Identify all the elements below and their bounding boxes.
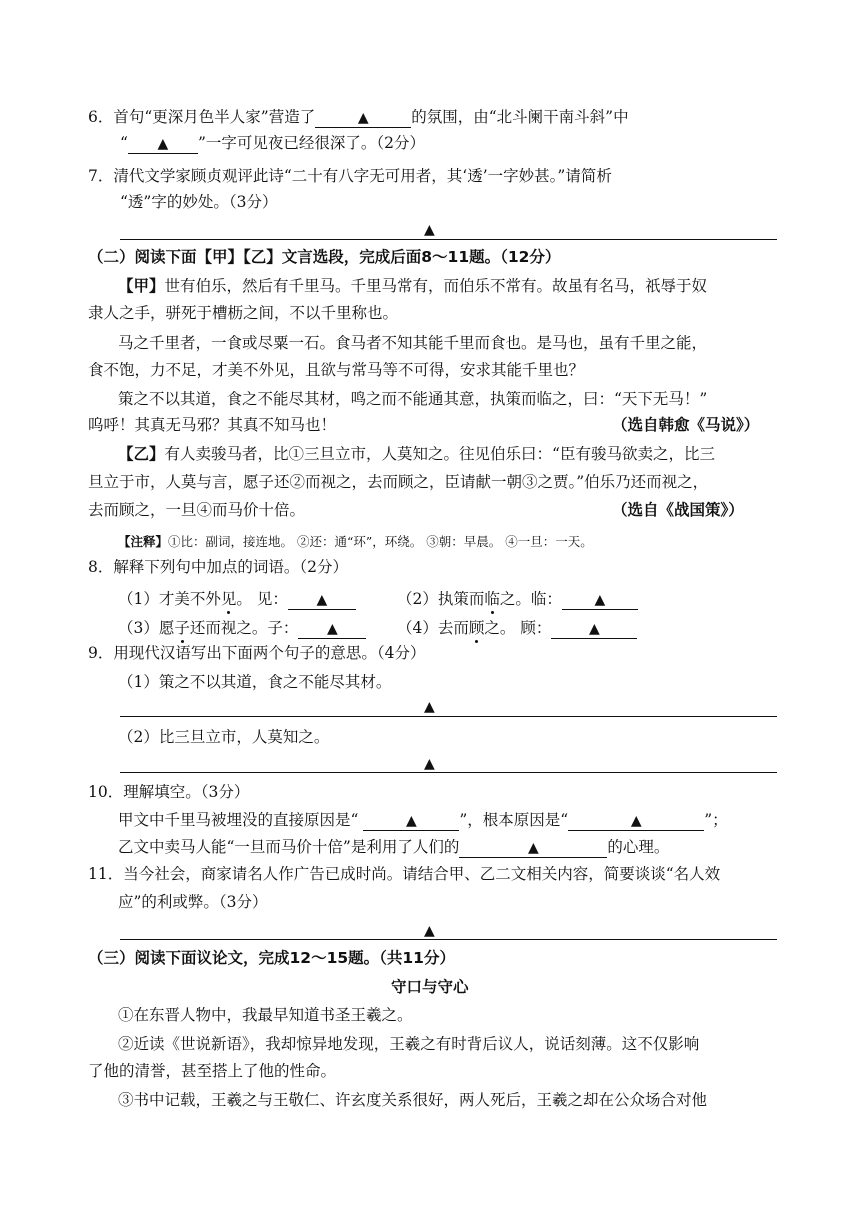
item-text: （3）愿 — [118, 619, 175, 637]
question-6-line2 — [120, 132, 425, 154]
passage-source: （选自韩愈《马说》） — [612, 416, 760, 434]
answer-triangle-icon: ▲ — [424, 756, 435, 772]
passage-text: 世有伯乐，然后有千里马。千里马常有，而伯乐不常有。故虽有名马，祇辱于奴 — [164, 277, 708, 295]
question-text: ”一字可见夜已经很深了。（2分） — [197, 134, 425, 152]
quote-open: “ — [120, 134, 128, 152]
answer-blank[interactable] — [298, 619, 366, 639]
passage-jia-p2b: 食不饱，力不足，才美不外见，且欲与常马等不可得，安求其能千里也？ — [88, 361, 585, 379]
answer-triangle-icon: ▲ — [157, 136, 169, 152]
answer-triangle-icon: ▲ — [527, 840, 539, 856]
passage-jia-p3: 策之不以其道，食之不能尽其材，鸣之而不能通其意，执策而临之，曰：“天下无马！” — [118, 390, 708, 408]
dotted-word: 子 — [174, 619, 190, 637]
answer-line[interactable] — [120, 939, 777, 940]
question-9-sentence-1: （1）策之不以其道，食之不能尽其材。 — [118, 673, 392, 691]
question-8-item-3 — [118, 617, 366, 639]
question-text: 的氛围，由“北斗阑干南斗斜”中 — [411, 108, 629, 126]
article-paragraph-3: ③书中记载，王羲之与王敬仁、许玄度关系很好，两人死后，王羲之却在公众场合对他 — [118, 1091, 708, 1109]
question-6 — [88, 106, 629, 128]
item-text: （1）才美不外 — [118, 590, 221, 608]
answer-blank[interactable] — [315, 108, 411, 128]
answer-line[interactable] — [120, 772, 777, 773]
question-8-item-1 — [118, 588, 356, 610]
question-8-item-2 — [397, 588, 638, 610]
question-11: 11．当今社会，商家请名人作广告已成时尚。请结合甲、乙二文相关内容，简要谈谈“名人效 — [88, 865, 721, 883]
question-7-line2 — [120, 191, 277, 213]
question-10-line-1 — [118, 809, 728, 831]
passage-yi-p1 — [118, 443, 715, 465]
answer-triangle-icon: ▲ — [405, 813, 417, 829]
question-number: 7． — [88, 167, 114, 185]
item-text: 的心理。 — [607, 838, 670, 856]
passage-label: 【乙】 — [118, 445, 165, 463]
article-title: 守口与守心 — [391, 978, 469, 996]
article-paragraph-1: ①在东晋人物中，我最早知道书圣王羲之。 — [118, 1006, 413, 1024]
item-text: 甲文中千里马被埋没的直接原因是“ — [118, 811, 364, 829]
item-text: 之。 顾： — [484, 619, 552, 637]
item-text: ”，根本原因是“ — [459, 811, 569, 829]
annotation-notes — [118, 531, 593, 553]
dotted-word: 顾 — [468, 619, 485, 637]
passage-source: （选自《战国策》） — [612, 501, 744, 519]
question-text: 清代文学家顾贞观评此诗“二十有八字无可用者，其‘透’一字妙甚。”请简析 — [113, 167, 612, 185]
dotted-word: 见 — [220, 590, 237, 608]
passage-yi-p1c: 去而顾之，一旦④而马价十倍。 — [88, 501, 306, 519]
item-text: 。 见： — [236, 590, 288, 608]
passage-label: 【甲】 — [118, 277, 165, 295]
answer-blank[interactable] — [288, 590, 356, 610]
question-11-line2: 应”的利或弊。（3分） — [118, 893, 268, 911]
answer-blank[interactable] — [551, 619, 637, 639]
question-9: 9．用现代汉语写出下面两个句子的意思。（4分） — [88, 644, 426, 662]
question-9-sentence-2: （2）比三旦立市，人莫知之。 — [118, 728, 330, 746]
answer-triangle-icon: ▲ — [594, 592, 606, 608]
item-text: 乙文中卖马人能“一旦而马价十倍”是利用了人们的 — [118, 838, 460, 856]
answer-triangle-icon: ▲ — [630, 813, 642, 829]
passage-jia-p3b: 呜呼！其真无马邪？其真不知马也！ — [88, 416, 337, 434]
note-text: ①比：副词，接连地。 ②还：通“环”，环绕。 ③朝：早晨。 ④一旦：一天。 — [168, 534, 593, 549]
answer-blank[interactable] — [562, 590, 638, 610]
question-10-line-2 — [118, 836, 669, 858]
passage-text: 有人卖骏马者，比①三旦立市，人莫知之。往见伯乐曰：“臣有骏马欲卖之，比三 — [164, 445, 715, 463]
answer-triangle-icon: ▲ — [316, 592, 328, 608]
passage-yi-p1b: 旦立于市，人莫与言，愿子还②而视之，去而顾之，臣请献一朝③之贾。”伯乐乃还而视之， — [88, 473, 709, 491]
question-7 — [88, 165, 612, 187]
question-text: 首句“更深月色半人家”营造了 — [113, 108, 316, 126]
answer-triangle-icon: ▲ — [588, 621, 600, 637]
question-10: 10．理解填空。（3分） — [88, 783, 250, 801]
section-3-heading: （三）阅读下面议论文，完成12～15题。（共11分） — [88, 949, 455, 967]
answer-triangle-icon: ▲ — [357, 110, 369, 126]
article-paragraph-2: ②近读《世说新语》，我却惊异地发现，王羲之有时背后议人，说话刻薄。这不仅影响 — [118, 1035, 700, 1053]
answer-triangle-icon: ▲ — [424, 699, 435, 715]
answer-triangle-icon: ▲ — [424, 923, 435, 939]
answer-blank[interactable] — [363, 811, 459, 831]
item-text: 之。临： — [499, 590, 562, 608]
question-8-item-4 — [397, 617, 637, 639]
answer-blank[interactable] — [459, 838, 607, 858]
passage-jia-p1 — [118, 275, 707, 297]
passage-jia-p1b: 隶人之手，骈死于槽枥之间，不以千里称也。 — [88, 304, 399, 322]
section-2-heading: （二）阅读下面【甲】【乙】文言选段，完成后面8～11题。（12分） — [88, 248, 561, 266]
passage-jia-p2: 马之千里者，一食或尽粟一石。食马者不知其能千里而食也。是马也，虽有千里之能， — [118, 334, 708, 352]
item-text: 还而视之。子： — [189, 619, 299, 637]
question-8: 8．解释下列句中加点的词语。（2分） — [88, 558, 348, 576]
answer-line[interactable] — [120, 716, 777, 717]
note-label: 【注释】 — [118, 534, 169, 549]
answer-blank[interactable] — [568, 811, 704, 831]
item-text: ”； — [704, 811, 728, 829]
question-text: “透”字的妙处。（3分） — [120, 193, 278, 211]
article-paragraph-2b: 了他的清誉，甚至搭上了他的性命。 — [88, 1062, 337, 1080]
question-number: 6． — [88, 108, 114, 126]
answer-triangle-icon: ▲ — [327, 621, 338, 637]
answer-line[interactable] — [120, 239, 777, 240]
item-text: （4）去而 — [397, 619, 469, 637]
answer-blank[interactable] — [128, 134, 198, 154]
answer-triangle-icon: ▲ — [424, 222, 435, 238]
item-text: （2）执策而 — [397, 590, 485, 608]
dotted-word: 临 — [484, 590, 500, 608]
